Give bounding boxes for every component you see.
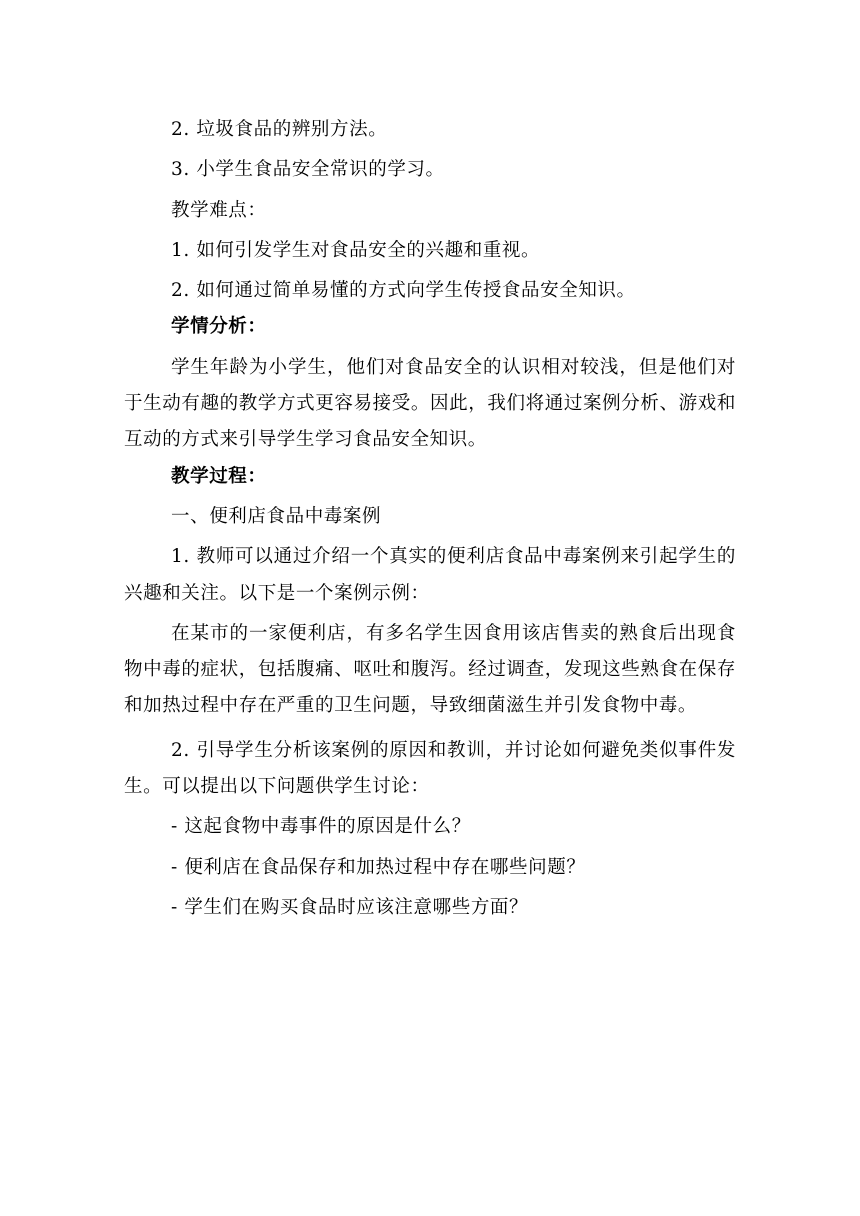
question-item-1: - 这起食物中毒事件的原因是什么？ (171, 816, 471, 838)
teaching-difficulties-label: 教学难点： (171, 199, 267, 221)
list-item-safety-knowledge: 3. 小学生食品安全常识的学习。 (171, 159, 445, 181)
section-heading-teaching-process: 教学过程： (171, 465, 267, 487)
list-item-case-analysis: 2. 引导学生分析该案例的原因和教训，并讨论如何避免类似事件发生。可以提出以下问题供学生讨论： (124, 739, 736, 798)
paragraph-student-analysis: 学生年龄为小学生，他们对食品安全的认识相对较浅，但是他们对于生动有趣的教学方式更容易接受。因此，我们将通过案例分析、游戏和互动的方式来引导学生学习食品安全知识。 (124, 356, 736, 451)
list-item-difficulty-1: 1. 如何引发学生对食品安全的兴趣和重视。 (171, 239, 541, 261)
document-body (124, 112, 736, 926)
section-heading-student-analysis: 学情分析： (171, 316, 267, 338)
list-item-case-intro: 1. 教师可以通过介绍一个真实的便利店食品中毒案例来引起学生的兴趣和关注。以下是一个案例示例： (124, 546, 736, 604)
question-item-3: - 学生们在购买食品时应该注意哪些方面？ (171, 896, 529, 918)
paragraph-case-example: 在某市的一家便利店，有多名学生因食用该店售卖的熟食后出现食物中毒的症状，包括腹痛、呕吐和腹泻。经过调查，发现这些熟食在保存和加热过程中存在严重的卫生问题，导致细菌滋生并引发食物中毒。 (124, 622, 736, 717)
question-item-2: - 便利店在食品保存和加热过程中存在哪些问题？ (171, 856, 586, 878)
subsection-heading-case: 一、便利店食品中毒案例 (171, 505, 382, 527)
list-item-difficulty-2: 2. 如何通过简单易懂的方式向学生传授食品安全知识。 (171, 280, 636, 302)
list-item-junk-food: 2. 垃圾食品的辨别方法。 (171, 119, 388, 140)
